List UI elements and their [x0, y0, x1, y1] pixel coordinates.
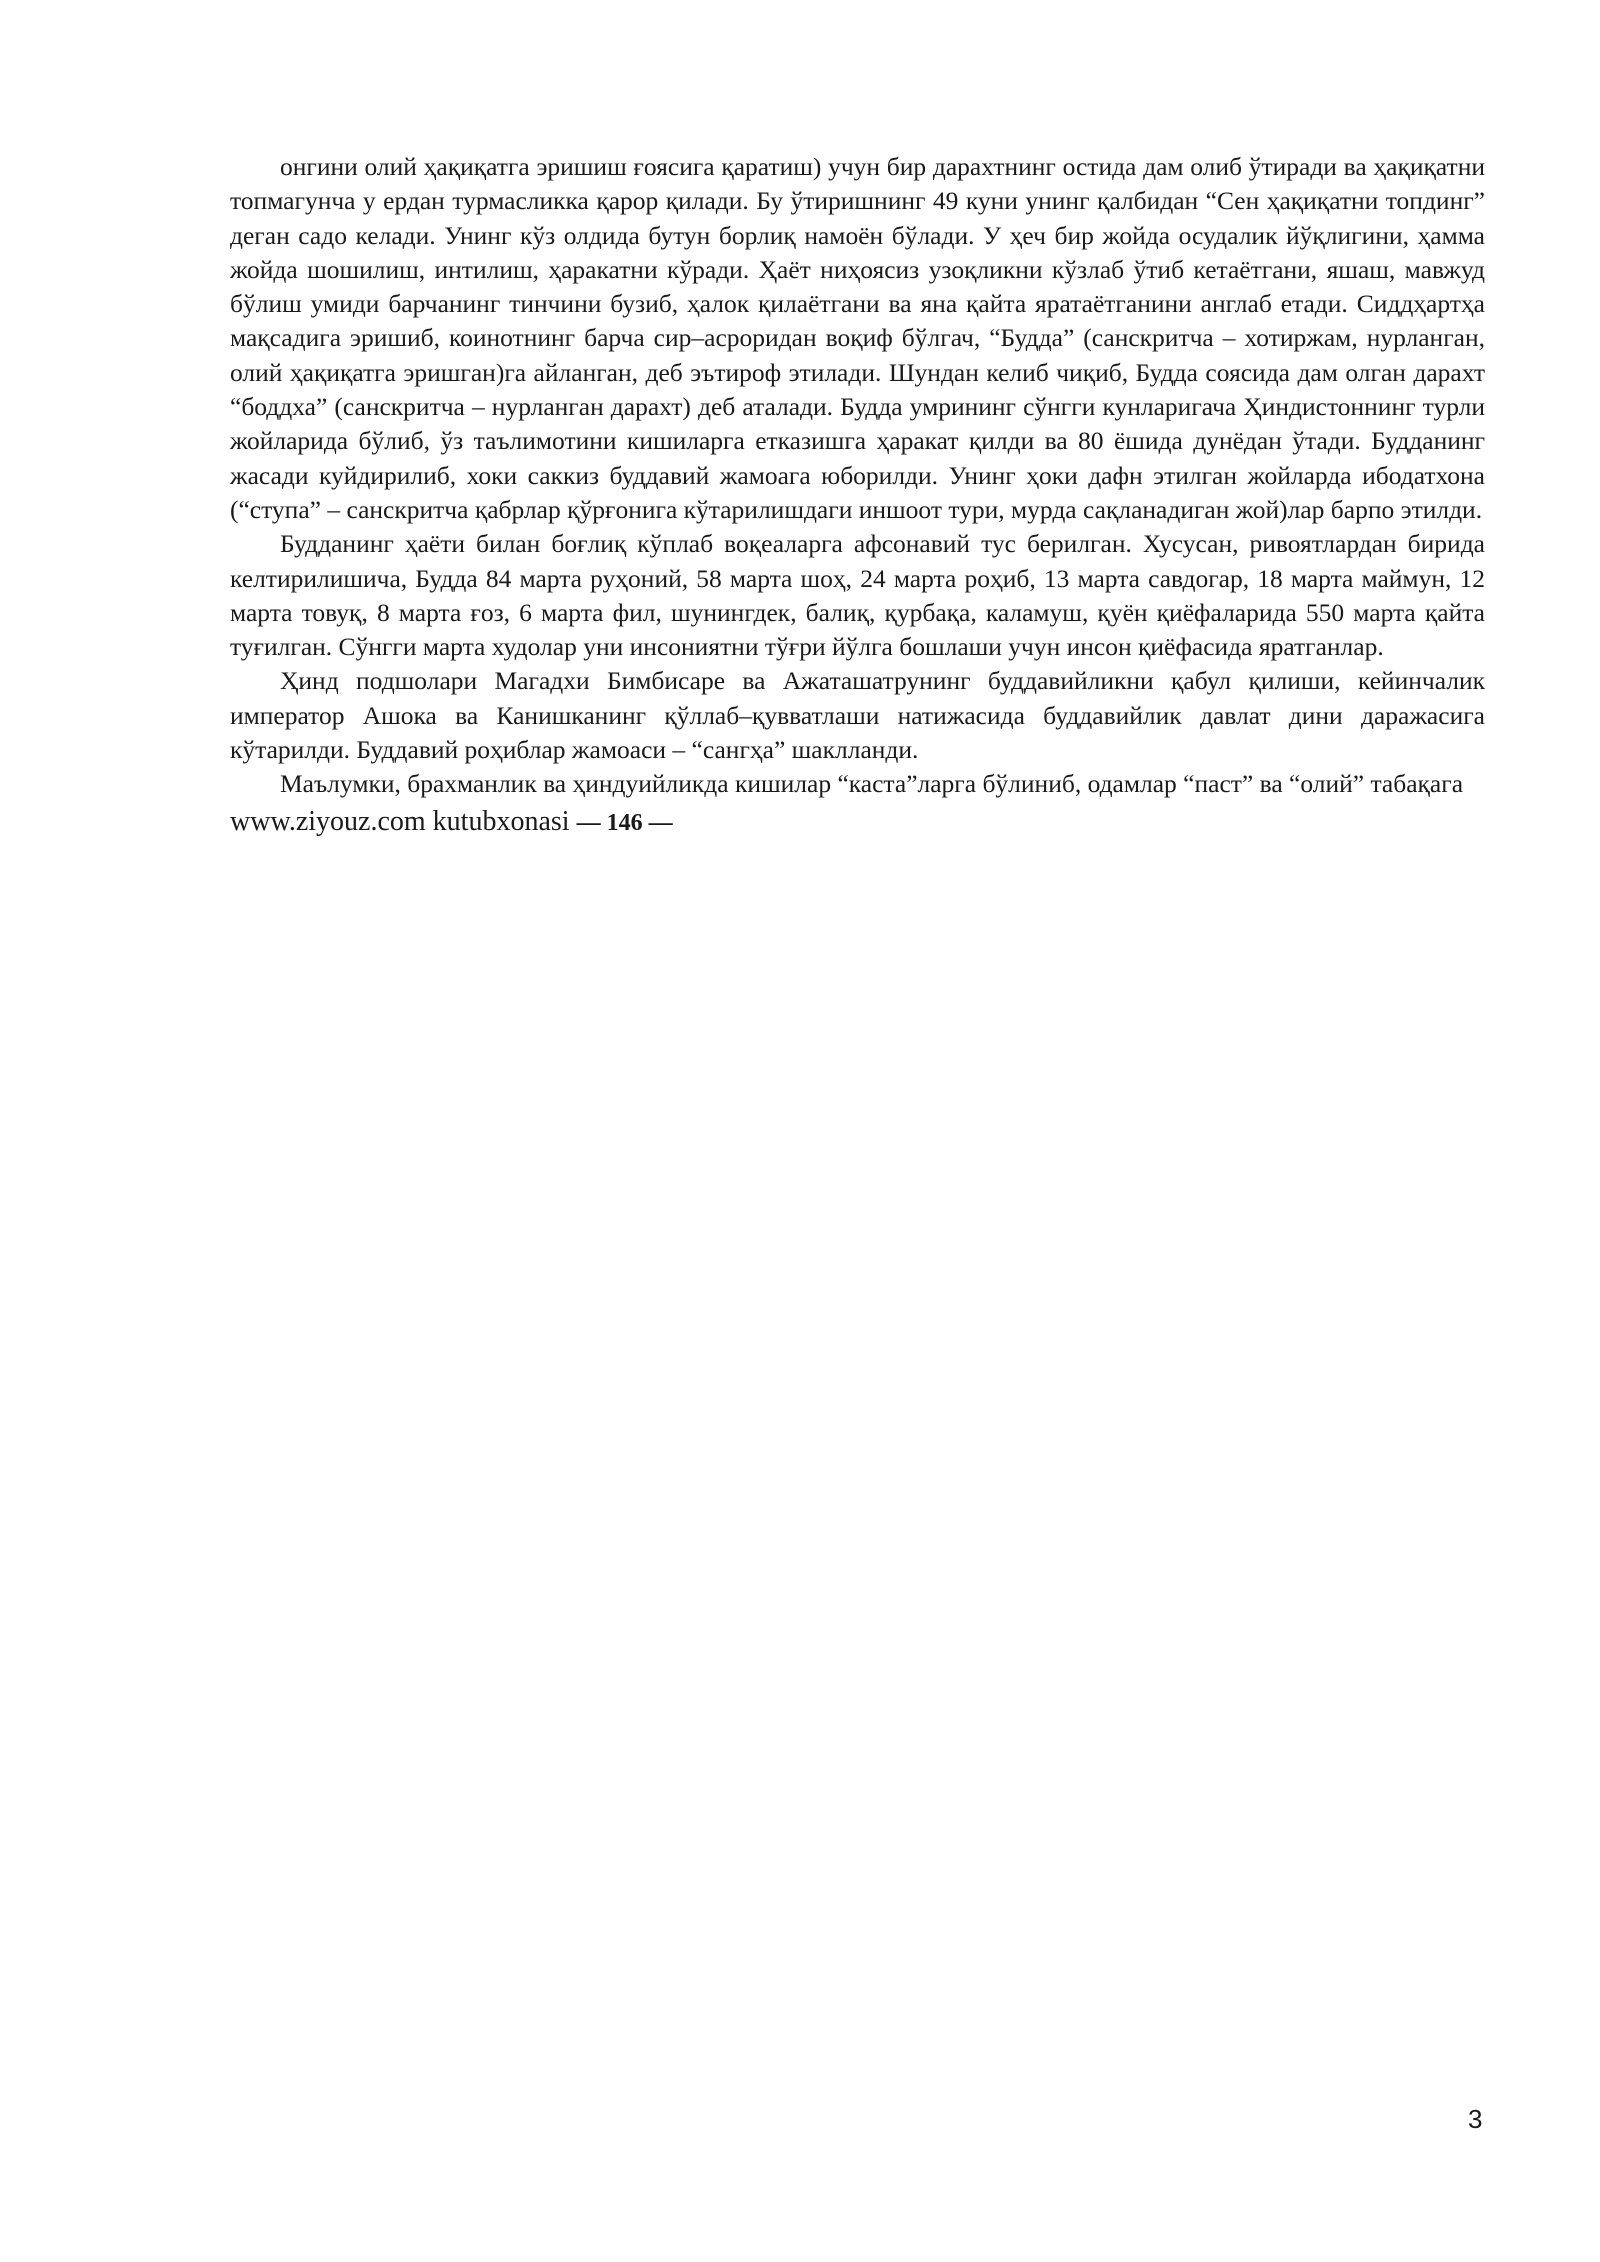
document-body — [230, 150, 1485, 843]
paragraph-4: Маълумки, брахманлик ва ҳиндуийликда кишилар “каста”ларга бўлиниб, одамлар “паст” ва “олий” табақага — [280, 769, 1464, 799]
page-number: 3 — [1468, 2104, 1483, 2134]
source-footer — [230, 802, 1485, 843]
paragraph-3: Ҳинд подшолари Магадхи Бимбисаре ва Ажаташатрунинг буддавийликни қабул қилиши, кейинчалик император Ашока ва Канишканинг қўллаб–қувватлаши натижасида буддавийлик давлат дини даражасига кўтарилди. Буддавий роҳиблар жамоаси – “сангҳа” шаклланди. — [230, 666, 1485, 765]
paragraph-1: онгини олий ҳақиқатга эришиш ғоясига қаратиш) учун бир дарахтнинг остида дам олиб ўтиради ва ҳақиқатни топмагунча у ердан турмасликка қарор қилади. Бу ўтиришнинг 49 куни унинг қалбидан “Сен ҳақиқатни топдинг” деган садо келади. Унинг кўз олдида бутун борлиқ намоён бўлади. У ҳеч бир жойда осудалик йўқлигини, ҳамма жойда шошилиш, интилиш, ҳаракатни кўради. Ҳаёт ниҳоясиз узоқликни кўзлаб ўтиб кетаётгани, яшаш, мавжуд бўлиш умиди барчанинг тинчини бузиб, ҳалок қилаётгани ва яна қайта яратаётганини англаб етади. Сиддҳартҳа мақсадига эришиб, коинотнинг барча сир–асроридан воқиф бўлгач, “Будда” (санскритча – хотиржам, нурланган, олий ҳақиқатга эришган)га айланган, деб эътироф этилади. Шундан келиб чиқиб, Будда соясида дам олган дарахт “боддха” (санскритча – нурланган дарахт) деб аталади. Будда умрининг сўнгги кунларигача Ҳиндистоннинг турли жойларида бўлиб, ўз таълимотини кишиларга етказишга ҳаракат қилди ва 80 ёшида дунёдан ўтади. Будданинг жасади куйдирилиб, хоки саккиз буддавий жамоага юборилди. Унинг ҳоки дафн этилган жойларда ибодатхона (“ступа” – санскритча қабрлар қўрғонига кўтарилишдаги иншоот тури, мурда сақланадиган жой)лар барпо этилди. — [230, 152, 1485, 524]
paragraph-2: Будданинг ҳаёти билан боғлиқ кўплаб воқеаларга афсонавий тус берилган. Хусусан, ривоятлардан бирида келтирилишича, Будда 84 марта руҳоний, 58 марта шоҳ, 24 марта роҳиб, 13 марта савдогар, 18 марта маймун, 12 марта товуқ, 8 марта ғоз, 6 марта фил, шунингдек, балиқ, қурбақа, каламуш, қуён қиёфаларида 550 марта қайта туғилган. Сўнгги марта худолар уни инсониятни тўғри йўлга бошлаши учун инсон қиёфасида яратганлар. — [230, 529, 1485, 662]
source-link[interactable]: www.ziyouz.com kutubxonasi — [230, 805, 570, 837]
inner-page-number: — 146 — — [576, 809, 673, 836]
